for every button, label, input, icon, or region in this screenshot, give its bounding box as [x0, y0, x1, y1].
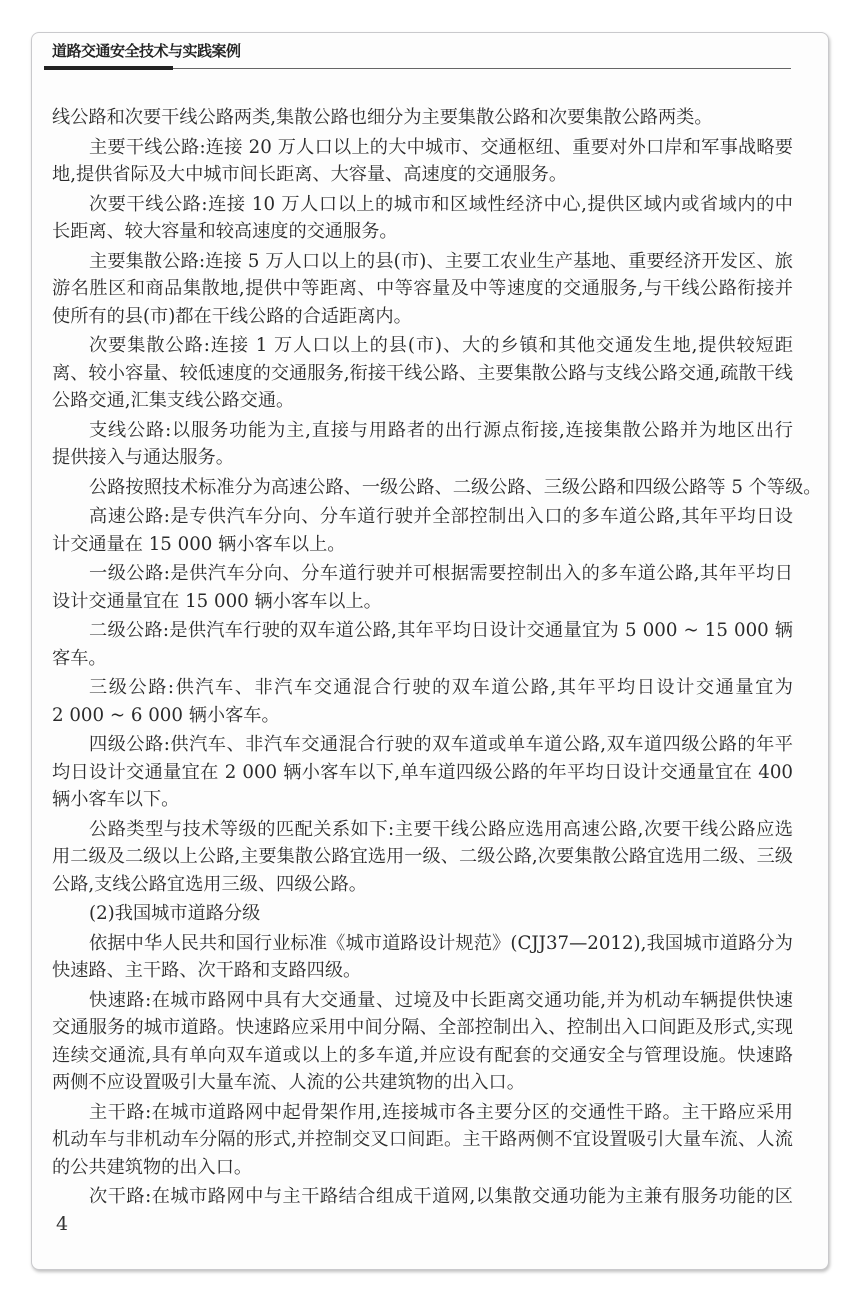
- text-line: 使所有的县(市)都在干线公路的合适距离内。: [52, 305, 412, 327]
- text-line: 用二级及二级以上公路,主要集散公路宜选用一级、二级公路,次要集散公路宜选用二级、三级: [52, 846, 793, 867]
- text-line: 客车。: [52, 647, 107, 669]
- paragraph: [52, 1183, 793, 1211]
- text-line: 四级公路:供汽车、非汽车交通混合行驶的双车道或单车道公路,双车道四级公路的年平: [89, 734, 793, 755]
- text-line: 高速公路:是专供汽车分向、分车道行驶并全部控制出入口的多车道公路,其年平均日设: [89, 506, 793, 527]
- text-line: 辆小客车以下。: [52, 789, 180, 810]
- page-number: 4: [56, 1213, 69, 1235]
- text-line: 次要干线公路:连接 10 万人口以上的城市和区域性经济中心,提供区域内或省域内的中: [89, 193, 793, 215]
- text-line: (2)我国城市道路分级: [89, 903, 261, 924]
- paragraph: [52, 104, 793, 132]
- running-head-title: 道路交通安全技术与实践案例: [52, 42, 241, 60]
- header-rule-accent: [44, 66, 173, 70]
- text-line: 长距离、较大容量和较高速度的交通服务。: [52, 221, 398, 242]
- paragraph: [52, 417, 793, 472]
- body-text: [52, 104, 822, 1213]
- text-line: 机动车与非机动车分隔的形式,并控制交叉口间距。主干路两侧不宜设置吸引大量车流、人流: [52, 1129, 793, 1150]
- text-line: 快速路:在城市路网中具有大交通量、过境及中长距离交通功能,并为机动车辆提供快速: [89, 989, 793, 1011]
- text-line: 连续交通流,具有单向双车道或以上的多车道,并应设有配套的交通安全与管理设施。快速路: [52, 1044, 793, 1066]
- text-line: 公路类型与技术等级的匹配关系如下:主要干线公路应选用高速公路,次要干线公路应选: [89, 818, 793, 840]
- text-line: 主干路:在城市道路网中起骨架作用,连接城市各主要分区的交通性干路。主干路应采用: [89, 1101, 793, 1123]
- paragraph: [52, 560, 793, 615]
- text-line: 主要集散公路:连接 5 万人口以上的县(市)、主要工农业生产基地、重要经济开发区、旅: [89, 250, 793, 272]
- text-line: 计交通量在 15 000 辆小客车以上。: [52, 533, 346, 555]
- text-line: 的公共建筑物的出入口。: [52, 1156, 253, 1178]
- paragraph: [52, 900, 793, 928]
- paragraph: [52, 930, 793, 985]
- paragraph: [52, 474, 822, 502]
- text-line: 设计交通量宜在 15 000 辆小客车以上。: [52, 590, 382, 612]
- text-line: 地,提供省际及大中城市间长距离、大容量、高速度的交通服务。: [52, 164, 568, 185]
- paragraph: [52, 134, 793, 189]
- text-line: 交通服务的城市道路。快速路应采用中间分隔、全部控制出入、控制出入口间距及形式,实现: [52, 1017, 793, 1038]
- paragraph: [52, 987, 793, 1097]
- text-line: 支线公路:以服务功能为主,直接与用路者的出行源点衔接,连接集散公路并为地区出行: [89, 419, 793, 441]
- paragraph: [52, 731, 793, 814]
- text-line: 公路按照技术标准分为高速公路、一级公路、二级公路、三级公路和四级公路等 5 个等级。: [89, 476, 822, 498]
- text-line: 依据中华人民共和国行业标准《城市道路设计规范》(CJJ37—2012),我国城市道路分为: [89, 932, 793, 954]
- text-line: 离、较小容量、较低速度的交通服务,衔接干线公路、主要集散公路与支线公路交通,疏散干线: [52, 362, 793, 384]
- text-line: 一级公路:是供汽车分向、分车道行驶并可根据需要控制出入的多车道公路,其年平均日: [89, 563, 793, 584]
- text-line: 快速路、主干路、次干路和支路四级。: [52, 960, 362, 981]
- paragraph: [52, 248, 793, 331]
- text-line: 公路交通,汇集支线公路交通。: [52, 390, 295, 411]
- paragraph: [52, 816, 793, 899]
- text-line: 游名胜区和商品集散地,提供中等距离、中等容量及中等速度的交通服务,与干线公路衔接并: [52, 278, 793, 299]
- text-line: 两侧不应设置吸引大量车流、人流的公共建筑物的出入口。: [52, 1072, 525, 1093]
- text-line: 次要集散公路:连接 1 万人口以上的县(市)、大的乡镇和其他交通发生地,提供较短距: [89, 335, 793, 356]
- text-line: 均日设计交通量宜在 2 000 辆小客车以下,单车道四级公路的年平均日设计交通量宜在 400: [52, 761, 793, 783]
- text-line: 三级公路:供汽车、非汽车交通混合行驶的双车道公路,其年平均日设计交通量宜为: [89, 677, 793, 698]
- paragraph: [52, 617, 793, 672]
- text-line: 主要干线公路:连接 20 万人口以上的大中城市、交通枢纽、重要对外口岸和军事战略要: [89, 136, 793, 158]
- text-line: 线公路和次要干线公路两类,集散公路也细分为主要集散公路和次要集散公路两类。: [52, 107, 713, 128]
- paragraph: [52, 191, 793, 246]
- text-line: 2 000 ~ 6 000 辆小客车。: [52, 704, 280, 726]
- paragraph: [52, 503, 793, 558]
- text-line: 公路,支线公路宜选用三级、四级公路。: [52, 873, 367, 895]
- text-line: 二级公路:是供汽车行驶的双车道公路,其年平均日设计交通量宜为 5 000 ~ 15 000 辆: [89, 620, 793, 641]
- paragraph: [52, 332, 793, 415]
- paragraph: [52, 1099, 793, 1182]
- text-line: 提供接入与通达服务。: [52, 447, 234, 468]
- text-line: 次干路:在城市路网中与主干路结合组成干道网,以集散交通功能为主兼有服务功能的区: [89, 1186, 793, 1207]
- paragraph: [52, 674, 793, 729]
